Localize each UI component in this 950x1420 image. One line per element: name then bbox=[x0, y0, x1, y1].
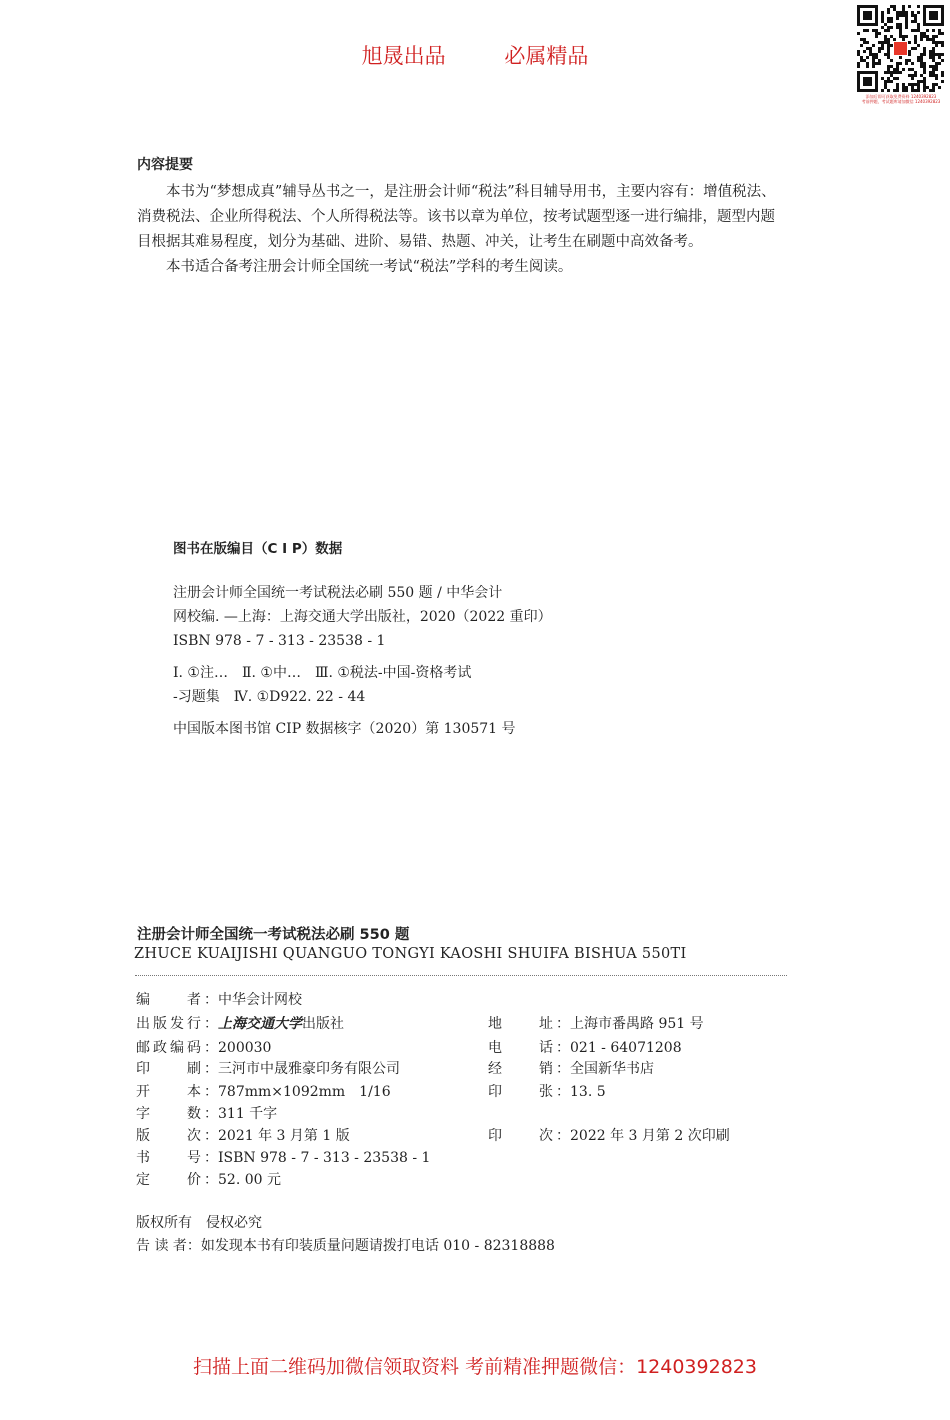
content-summary bbox=[137, 154, 789, 280]
info-format: 开 本：787mm×1092mm 1/16 bbox=[136, 1084, 391, 1100]
qr-code-icon bbox=[856, 4, 946, 94]
cip-line-3: ISBN 978 - 7 - 313 - 23538 - 1 bbox=[173, 633, 386, 649]
summary-paragraph-2: 本书适合备考注册会计师全国统一考试“税法”学科的考生阅读。 bbox=[166, 259, 573, 275]
cip-title: 图书在版编目（C I P）数据 bbox=[173, 541, 343, 557]
info-sheets: 印 张：13. 5 bbox=[488, 1084, 606, 1100]
info-edition: 版 次：2021 年 3 月第 1 版 bbox=[136, 1128, 350, 1144]
book-title: 注册会计师全国统一考试税法必刷 550 题 bbox=[137, 927, 410, 943]
info-address: 地 址：上海市番禺路 951 号 bbox=[488, 1016, 704, 1032]
publisher-logo-text: 上海交通大学 bbox=[218, 1016, 302, 1032]
top-banner bbox=[0, 40, 950, 70]
banner-right: 必属精品 bbox=[504, 44, 589, 68]
cip-line-1: 注册会计师全国统一考试税法必刷 550 题 / 中华会计 bbox=[173, 585, 503, 601]
info-editor: 编 者：中华会计网校 bbox=[136, 992, 302, 1008]
qr-caption-1: 添加后即可获取免费资料 1240392823 bbox=[865, 94, 937, 99]
info-printing: 印 次：2022 年 3 月第 2 次印刷 bbox=[488, 1128, 730, 1144]
cip-line-5: -习题集 Ⅳ. ①D922. 22 - 44 bbox=[173, 689, 366, 705]
info-price: 定 价：52. 00 元 bbox=[136, 1172, 281, 1188]
rights-line-1: 版权所有 侵权必究 bbox=[136, 1215, 262, 1231]
cip-line-2: 网校编. —上海：上海交通大学出版社，2020（2022 重印） bbox=[173, 609, 552, 625]
rights-line-2: 告 读 者：如发现本书有印装质量问题请拨打电话 010 - 82318888 bbox=[136, 1238, 555, 1254]
info-printer: 印 刷：三河市中晟雅豪印务有限公司 bbox=[136, 1061, 400, 1077]
summary-paragraph-1: 本书为“梦想成真”辅导丛书之一，是注册会计师“税法”科目辅导用书，主要内容有：增值税法、消费税法、企业所得税法、个人所得税法等。该书以章为单位，按考试题型逐一进行编排，题型内题目根据其难易程度，划分为基础、进阶、易错、热题、冲关，让考生在刷题中高效备考。 bbox=[137, 184, 776, 250]
info-isbn: 书 号：ISBN 978 - 7 - 313 - 23538 - 1 bbox=[136, 1150, 431, 1166]
summary-title: 内容提要 bbox=[137, 157, 193, 173]
cip-line-6: 中国版本图书馆 CIP 数据核字（2020）第 130571 号 bbox=[173, 721, 516, 737]
info-postcode: 邮政编码：200030 bbox=[136, 1040, 272, 1056]
banner-left: 旭晟出品 bbox=[361, 44, 446, 68]
book-title-pinyin: ZHUCE KUAIJISHI QUANGUO TONGYI KAOSHI SHUIFA BISHUA 550TI bbox=[134, 946, 687, 962]
info-phone: 电 话：021 - 64071208 bbox=[488, 1040, 682, 1056]
cip-line-4: Ⅰ. ①注… Ⅱ. ①中… Ⅲ. ①税法-中国-资格考试 bbox=[173, 665, 472, 681]
info-distributor: 经 销：全国新华书店 bbox=[488, 1061, 654, 1077]
qr-code-block bbox=[856, 4, 946, 108]
dotted-divider bbox=[135, 975, 787, 976]
info-publisher: 出版发行：上海交通大学出版社 bbox=[136, 1016, 344, 1032]
footer-contact: 扫描上面二维码加微信领取资料 考前精准押题微信：1240392823 bbox=[193, 1356, 757, 1378]
qr-caption-2: 考前押题，考试题库请加微信 1240392823 bbox=[861, 99, 941, 104]
info-wordcount: 字 数：311 千字 bbox=[136, 1106, 278, 1122]
